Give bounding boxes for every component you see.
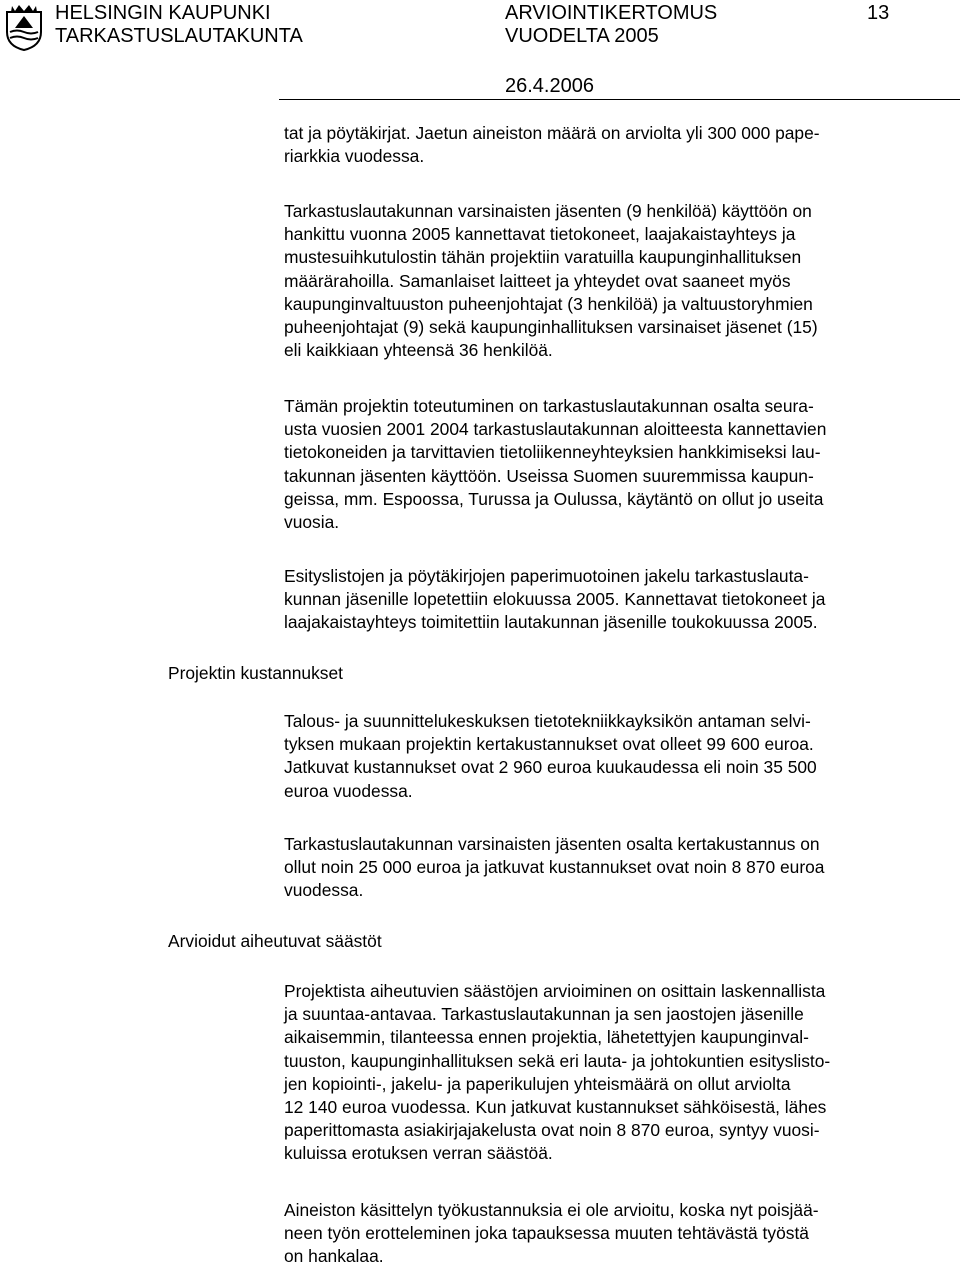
text-line: Jatkuvat kustannukset ovat 2 960 euroa kuukaudessa eli noin 35 500 [284, 757, 817, 778]
text-line: on hankalaa. [284, 1246, 384, 1267]
text-line: Projektista aiheutuvien säästöjen arvioiminen on osittain laskennallista [284, 981, 826, 1001]
helsinki-crest-icon [4, 2, 44, 52]
department-name: TARKASTUSLAUTAKUNTA [55, 25, 303, 47]
text-line: määrärahoilla. Samanlaiset laitteet ja yhteydet ovat saaneet myös [284, 270, 791, 291]
text-line: eli kaikkiaan yhteensä 36 henkilöä. [284, 340, 553, 361]
text-line: kunnan jäsenille lopetettiin elokuussa 2005. Kannettavat tietokoneet ja [284, 589, 826, 610]
paragraph-member-costs [284, 833, 824, 903]
paragraph-savings-estimate [284, 980, 830, 1166]
text-line: laajakaistayhteys toimitettiin lautakunnan jäsenille toukokuussa 2005. [284, 612, 818, 633]
paragraph-paper-distribution-ended [284, 565, 825, 635]
text-line: kuluissa erotuksen verran säästöä. [284, 1143, 553, 1164]
text-line: kaupunginvaltuuston puheenjohtajat (3 henkilöä) ja valtuustoryhmien [284, 293, 813, 314]
header-divider [279, 99, 960, 100]
document-subtitle: VUODELTA 2005 [505, 25, 659, 47]
text-line: tietokoneiden ja tarvittavien tietoliikenneyhteyksien hankkimiseksi lau- [284, 442, 821, 463]
text-line: Esityslistojen ja pöytäkirjojen paperimuotoinen jakelu tarkastuslauta- [284, 566, 809, 586]
text-line: jen kopiointi-, jakelu- ja paperikulujen yhteismäärä on ollut arviolta [284, 1073, 791, 1094]
organization-name: HELSINGIN KAUPUNKI [55, 2, 271, 24]
text-line: Aineiston käsittelyn työkustannuksia ei ole arvioitu, koska nyt poisjää- [284, 1200, 819, 1220]
text-line: puheenjohtajat (9) sekä kaupunginhallituksen varsinaiset jäsenet (15) [284, 317, 818, 338]
paragraph-project-costs [284, 710, 817, 803]
text-line: vuosia. [284, 512, 340, 533]
text-line: ja suuntaa-antavaa. Tarkastuslautakunnan ja sen jaostojen jäsenille [284, 1004, 804, 1025]
text-line: euroa vuodessa. [284, 780, 413, 801]
text-line: Tämän projektin toteutuminen on tarkastuslautakunnan osalta seura- [284, 396, 814, 416]
paragraph-project-background [284, 395, 826, 534]
document-title: ARVIOINTIKERTOMUS [505, 2, 718, 24]
document-date: 26.4.2006 [505, 75, 594, 97]
text-line: ollut noin 25 000 euroa ja jatkuvat kustannukset ovat noin 8 870 euroa [284, 857, 825, 878]
text-line: Talous- ja suunnittelukeskuksen tietotekniikkayksikön antaman selvi- [284, 711, 811, 731]
paragraph-equipment [284, 200, 818, 362]
text-line: hankittu vuonna 2005 kannettavat tietokoneet, laajakaistayhteys ja [284, 224, 796, 245]
page-number: 13 [867, 2, 890, 24]
text-line: usta vuosien 2001 2004 tarkastuslautakunnan aloitteesta kannettavien [284, 419, 827, 440]
text-line: mustesuihkutulostin tähän projektiin varatuilla kaupunginhallituksen [284, 247, 802, 268]
text-line: neen työn erotteleminen joka tapauksessa muuten tehtävästä työstä [284, 1223, 809, 1244]
text-line: tat ja pöytäkirjat. Jaetun aineiston määrä on arviolta yli 300 000 pape- [284, 123, 820, 143]
text-line: 12 140 euroa vuodessa. Kun jatkuvat kustannukset sähköisestä, lähes [284, 1097, 827, 1118]
text-line: riarkkia vuodessa. [284, 146, 425, 167]
text-line: vuodessa. [284, 880, 364, 901]
text-line: tyksen mukaan projektin kertakustannukset ovat olleet 99 600 euroa. [284, 734, 814, 755]
text-line: Tarkastuslautakunnan varsinaisten jäsenten (9 henkilöä) käyttöön on [284, 201, 812, 221]
text-line: Tarkastuslautakunnan varsinaisten jäsenten osalta kertakustannus on [284, 834, 820, 854]
side-heading-savings: Arvioidut aiheutuvat säästöt [168, 931, 382, 951]
text-line: paperittomasta asiakirjajakelusta ovat noin 8 870 euroa, syntyy vuosi- [284, 1120, 820, 1141]
text-line: tuuston, kaupunginhallituksen sekä eri lauta- ja johtokuntien esityslisto- [284, 1050, 831, 1071]
text-line: geissa, mm. Espoossa, Turussa ja Oulussa, käytäntö on ollut jo useita [284, 488, 824, 509]
side-heading-costs: Projektin kustannukset [168, 663, 343, 683]
text-line: aikaisemmin, tilanteessa ennen projektia, lähetettyjen kaupunginval- [284, 1027, 809, 1048]
text-line: takunnan jäsenten käyttöön. Useissa Suomen suuremmissa kaupun- [284, 465, 814, 486]
paragraph-distribution-volume [284, 122, 820, 168]
paragraph-labor-costs [284, 1199, 819, 1269]
